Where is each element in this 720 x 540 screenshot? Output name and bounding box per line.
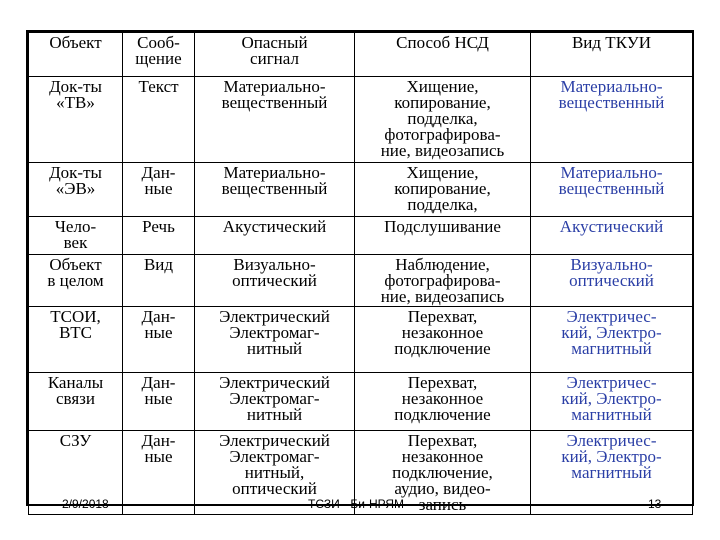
- table-row: [29, 77, 693, 163]
- cell-object: [29, 77, 123, 163]
- cell-text: Материально- вещественный: [221, 163, 328, 198]
- cell-message: [123, 307, 195, 373]
- cell-text: Вид: [143, 255, 174, 274]
- cell-object: [29, 373, 123, 431]
- table-row: [29, 255, 693, 307]
- cell-text: Объект в целом: [47, 255, 104, 290]
- header-object: [29, 33, 123, 77]
- table-row: [29, 307, 693, 373]
- cell-signal: [195, 163, 355, 217]
- cell-text: Визуально- оптический: [569, 255, 654, 290]
- cell-text: Материально- вещественный: [558, 77, 665, 112]
- cell-text: Дан- ные: [141, 431, 176, 466]
- cell-text: Материально- вещественный: [558, 163, 665, 198]
- cell-message: [123, 431, 195, 515]
- cell-method: [355, 163, 531, 217]
- cell-text: Электрический Электромаг- нитный, оптический: [219, 431, 330, 498]
- cell-message: [123, 77, 195, 163]
- cell-text: Дан- ные: [141, 307, 176, 342]
- cell-text: Док-ты «ЭВ»: [49, 163, 102, 198]
- cell-text: Материально- вещественный: [221, 77, 328, 112]
- cell-signal: [195, 373, 355, 431]
- cell-text: Перехват, незаконное подключение, аудио, видео- запись: [392, 431, 493, 514]
- cell-text: Электрический Электромаг- нитный: [219, 307, 330, 358]
- cell-text: Хищение, копирование, подделка,: [394, 163, 491, 214]
- cell-text: Текст: [138, 77, 179, 96]
- cell-text: Перехват, незаконное подключение: [394, 307, 491, 358]
- cell-text: Перехват, незаконное подключение: [394, 373, 491, 424]
- cell-text: Электрический Электромаг- нитный: [219, 373, 330, 424]
- cell-text: Электричес- кий, Электро- магнитный: [561, 307, 662, 358]
- header-object-label: Объект: [49, 33, 102, 52]
- cell-channel: [531, 373, 693, 431]
- header-signal: [195, 33, 355, 77]
- cell-text: Акустический: [559, 217, 664, 236]
- cell-message: [123, 217, 195, 255]
- table-header-row: [29, 33, 693, 77]
- cell-text: ТСОИ, ВТС: [50, 307, 101, 342]
- cell-text: Акустический: [222, 217, 327, 236]
- cell-method: [355, 373, 531, 431]
- cell-channel: [531, 163, 693, 217]
- cell-method: [355, 77, 531, 163]
- cell-message: [123, 373, 195, 431]
- header-method-label: Способ НСД: [396, 33, 489, 52]
- header-method: [355, 33, 531, 77]
- cell-text: Дан- ные: [141, 373, 176, 408]
- cell-method: [355, 255, 531, 307]
- cell-text: СЗУ: [59, 431, 92, 450]
- cell-signal: [195, 255, 355, 307]
- table-row: [29, 217, 693, 255]
- cell-text: Каналы связи: [47, 373, 104, 408]
- cell-text: Док-ты «ТВ»: [49, 77, 102, 112]
- cell-channel: [531, 217, 693, 255]
- cell-channel: [531, 431, 693, 515]
- tkui-table: [28, 32, 693, 515]
- header-channel: [531, 33, 693, 77]
- cell-signal: [195, 307, 355, 373]
- header-message: [123, 33, 195, 77]
- header-signal-label: Опасный сигнал: [241, 33, 308, 68]
- cell-text: Электричес- кий, Электро- магнитный: [561, 431, 662, 482]
- table-row: [29, 163, 693, 217]
- cell-text: Речь: [142, 217, 175, 236]
- cell-channel: [531, 307, 693, 373]
- cell-channel: [531, 255, 693, 307]
- cell-signal: [195, 77, 355, 163]
- cell-signal: [195, 217, 355, 255]
- cell-object: [29, 217, 123, 255]
- cell-text: Электричес- кий, Электро- магнитный: [561, 373, 662, 424]
- cell-object: [29, 163, 123, 217]
- cell-text: Хищение, копирование, подделка, фотографирова- ние, видеозапись: [380, 77, 505, 160]
- cell-method: [355, 217, 531, 255]
- cell-text: Подслушивание: [384, 217, 501, 236]
- table-row: [29, 373, 693, 431]
- cell-text: Визуально- оптический: [232, 255, 317, 290]
- cell-object: [29, 255, 123, 307]
- cell-object: [29, 307, 123, 373]
- cell-text: Дан- ные: [141, 163, 176, 198]
- header-channel-label: Вид ТКУИ: [571, 33, 652, 52]
- cell-channel: [531, 77, 693, 163]
- cell-message: [123, 163, 195, 217]
- header-message-label: Сооб- щение: [135, 33, 182, 68]
- footer-date: 2/9/2018: [62, 497, 109, 511]
- cell-method: [355, 307, 531, 373]
- footer-page-number: 13: [648, 497, 662, 511]
- cell-text: Наблюдение, фотографирова- ние, видеозапись: [380, 255, 505, 306]
- cell-message: [123, 255, 195, 307]
- cell-text: Чело- век: [54, 217, 97, 252]
- footer-title: ТСЗИ - Би-НРЯМ: [308, 497, 405, 511]
